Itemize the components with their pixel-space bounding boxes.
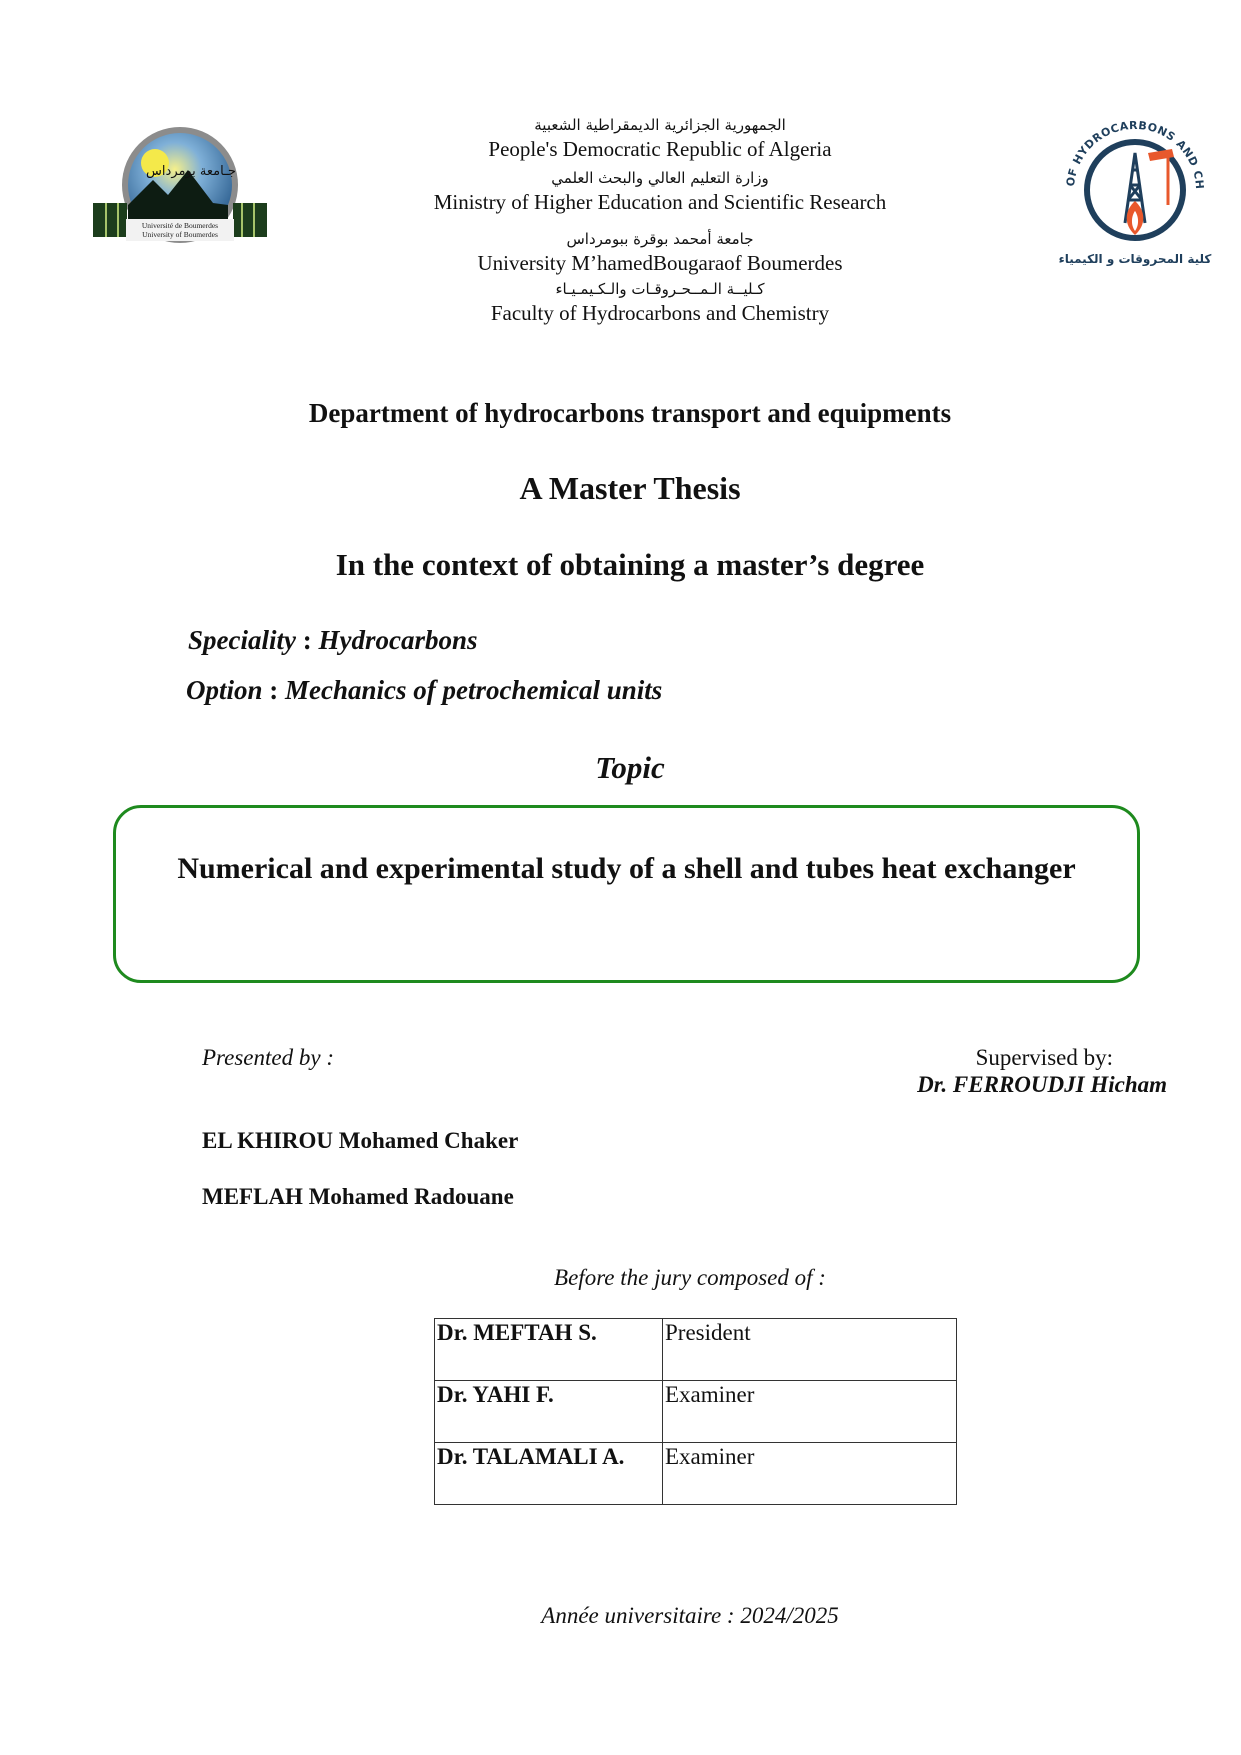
department-title: Department of hydrocarbons transport and equipments <box>308 398 952 428</box>
supervised-by-label: Supervised by: <box>975 1045 1113 1070</box>
speciality-value: Hydrocarbons <box>318 625 478 655</box>
university-logo <box>93 125 268 255</box>
jury-member-role: President <box>663 1319 957 1381</box>
jury-member-name: Dr. MEFTAH S. <box>435 1319 663 1381</box>
faculty-logo <box>1050 105 1220 275</box>
academic-year: Année universitaire : 2024/2025 <box>541 1603 839 1628</box>
jury-member-role: Examiner <box>663 1443 957 1505</box>
header-arabic-republic: الجمهورية الجزائرية الديمقراطية الشعبية <box>534 116 786 134</box>
topic-label: Topic <box>595 750 665 785</box>
thesis-type: A Master Thesis <box>519 470 741 506</box>
jury-member-name: Dr. YAHI F. <box>435 1381 663 1443</box>
table-row <box>435 1381 957 1443</box>
option-label: Option <box>186 675 263 705</box>
jury-label: Before the jury composed of : <box>554 1265 826 1290</box>
jury-table <box>434 1318 957 1505</box>
logo-english-text: University of Boumerdes <box>142 230 218 239</box>
supervisor-name: Dr. FERROUDJI Hicham <box>917 1072 1167 1097</box>
jury-member-role: Examiner <box>663 1381 957 1443</box>
speciality-colon: : <box>295 625 319 655</box>
logo-faculty-arabic: كلية المحروقات و الكيمياء <box>1058 252 1212 266</box>
topic-box <box>113 805 1140 983</box>
header-faculty: Faculty of Hydrocarbons and Chemistry <box>490 301 830 325</box>
logo-arabic-text: جـامعة بومرداس <box>146 164 236 179</box>
logo-ring-text: OF HYDROCARBONS AND CH <box>1063 118 1207 190</box>
header-republic: People's Democratic Republic of Algeria <box>488 137 832 161</box>
jury-member-name: Dr. TALAMALI A. <box>435 1443 663 1505</box>
speciality-line <box>188 625 478 656</box>
table-row <box>435 1443 957 1505</box>
speciality-label: Speciality <box>188 625 296 655</box>
student-name: MEFLAH Mohamed Radouane <box>202 1184 514 1209</box>
student-name: EL KHIROU Mohamed Chaker <box>202 1128 519 1153</box>
header-arabic-faculty: كـليــة الـمــحـروقـات والـكـيمـيـاء <box>555 280 765 298</box>
presented-by-label: Presented by : <box>202 1045 334 1070</box>
option-line <box>186 675 662 706</box>
option-value: Mechanics of petrochemical units <box>285 675 663 705</box>
degree-context: In the context of obtaining a master’s degree <box>335 547 925 582</box>
header-arabic-ministry: وزارة التعليم العالي والبحث العلمي <box>551 169 769 187</box>
option-colon: : <box>262 675 286 705</box>
header-arabic-university: جامعة أمحمد بوقرة ببومرداس <box>566 230 754 248</box>
logo-french-text: Université de Boumerdes <box>141 221 219 230</box>
header-ministry: Ministry of Higher Education and Scientific Research <box>433 190 887 214</box>
topic-title: Numerical and experimental study of a shell and tubes heat exchanger <box>177 852 1076 885</box>
header-university: University M’hamedBougaraof Boumerdes <box>477 251 843 275</box>
table-row <box>435 1319 957 1381</box>
